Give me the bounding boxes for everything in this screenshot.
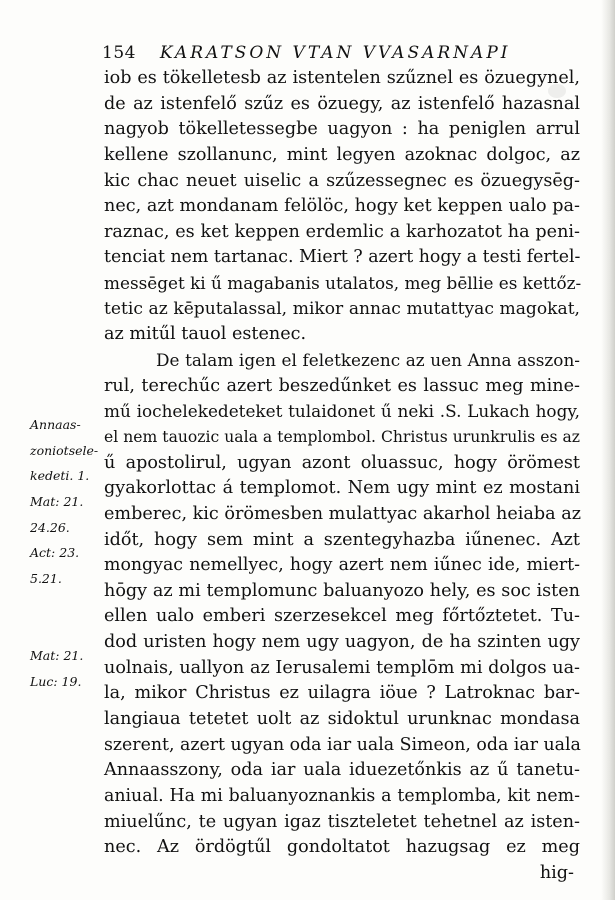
text-line: la, mikor Christus ez uilagra iöue ? Latroknac bar-	[104, 683, 580, 704]
page-number: 154	[102, 43, 136, 63]
running-title: KARATSON VTAN VVASARNAPI	[159, 43, 511, 63]
text-line: miuelűnc, te ugyan igaz tiszteletet tehetnel az isten-	[104, 811, 580, 832]
text-line: nec, azt mondanam felölöc, hogy ket keppen ualo pa-	[104, 196, 580, 217]
text-line: emberec, kic örömesben mulattyac akarhol heiaba az	[104, 503, 581, 524]
margin-note: 24.26.	[30, 519, 70, 535]
text-line: De talam igen el feletkezenc az uen Anna asszon-	[156, 350, 580, 371]
page-edge-shadow	[601, 0, 615, 900]
margin-notes-upper	[30, 412, 100, 591]
body-text	[104, 66, 580, 887]
text-line: langiaua tetetet uolt az sidoktul urunknac mondasa	[104, 709, 580, 730]
text-line: dod uristen hogy nem ugy uagyon, de ha szinten ugy	[104, 632, 580, 653]
text-line: nec. Az ördögtűl gondoltatot hazugsag ez meg	[104, 837, 580, 858]
text-line: szerent, azert ugyan oda iar uala Simeon, oda iar uala	[104, 734, 581, 755]
text-line: időt, hogy sem mint a szentegyhazba iűnenec. Azt	[104, 529, 580, 550]
text-line: rul, terechűc azert beszedűnket es lassuc meg mine-	[104, 375, 580, 396]
margin-note: kedeti. 1.	[30, 468, 90, 484]
text-line: kic chac neuet uiselic a szűzessegnec es özuegysēg-	[104, 170, 580, 191]
margin-notes-lower	[30, 643, 100, 694]
margin-note: Mat: 21.	[30, 493, 84, 509]
text-line: el nem tauozic uala a templombol. Christus urunkrulis es az	[104, 427, 580, 446]
text-line: az mitűl tauol estenec.	[104, 324, 307, 345]
running-head	[102, 40, 582, 66]
text-line: uolnais, uallyon az Ierusalemi templōm mi dolgos ua-	[104, 657, 580, 678]
text-line: kellene szollanunc, mint legyen azoknac dolgoc, az	[104, 144, 580, 165]
text-line: hōgy az mi templomunc baluanyozo hely, es soc isten	[104, 580, 580, 601]
text-line: messēget ki ű magabanis utalatos, meg bēllie es kettőz-	[104, 273, 582, 294]
text-line: gyakorlottac á templomot. Nem ugy mint ez mostani	[104, 478, 580, 499]
text-line: ellen ualo emberi szerzesekcel meg főrtőztetet. Tu-	[104, 606, 580, 627]
text-line: ű apostolirul, ugyan azont oluassuc, hogy örömest	[104, 452, 580, 473]
ink-smudge	[548, 84, 566, 98]
text-line: de az istenfelő szűz es özuegy, az istenfelő hazasnal	[104, 93, 580, 114]
text-line: tetic az kēputalassal, mikor annac mutattyac magokat,	[104, 298, 580, 319]
margin-note: Act: 23.	[30, 545, 80, 561]
margin-note: 5.21.	[30, 570, 62, 586]
catchword: hig-	[539, 862, 574, 883]
text-line: tenciat nem tartanac. Miert ? azert hogy a testi fertel-	[104, 247, 581, 268]
margin-note: Mat: 21.	[30, 648, 84, 663]
text-line: mű iochelekedeteket tulaidonet ű neki .S. Lukach hogy,	[104, 401, 580, 422]
text-line: mongyac nemellyec, hogy azert nem iűnec ide, miert-	[104, 555, 580, 576]
margin-note: Annaas-	[30, 417, 81, 432]
margin-note: Luc: 19.	[30, 673, 82, 689]
margin-note: zoniotsele-	[30, 442, 99, 458]
text-line: Annaasszony, oda iar uala iduezetőnkis az ű tanetu-	[104, 760, 580, 781]
text-line: aniual. Ha mi baluanyoznankis a templomba, kit nem-	[104, 785, 580, 806]
text-line: nagyob tökelletessegbe uagyon : ha peniglen arrul	[104, 119, 580, 140]
text-line: raznac, es ket keppen erdemlic a karhozatot ha peni-	[104, 221, 580, 242]
text-line: iob es tökelletesb az istentelen szűznel es özuegynel,	[104, 68, 580, 88]
